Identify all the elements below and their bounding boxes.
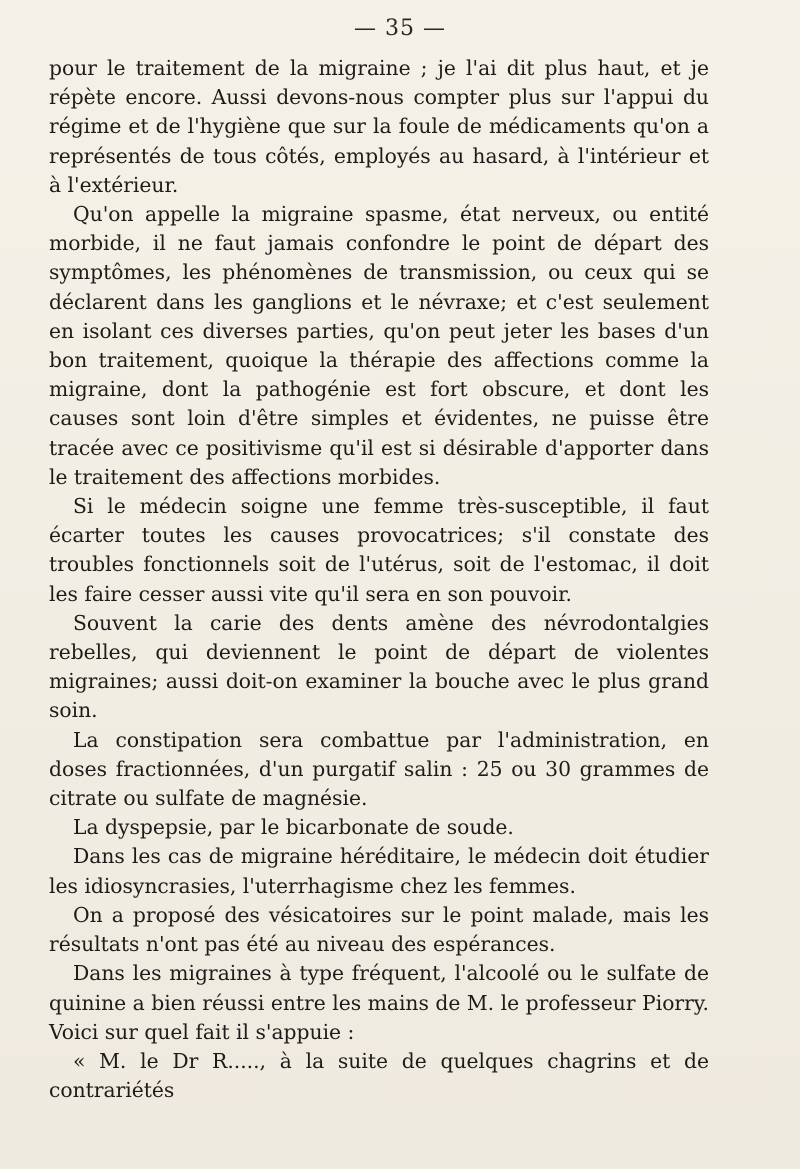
page-body-text xyxy=(49,54,709,1105)
paragraph: Qu'on appelle la migraine spasme, état nerveux, ou entité morbide, il ne faut jamais confondre le point de départ des symptômes, les phénomènes de transmission, ou ceux qui se déclarent dans les ganglions et le névraxe; et c'est seulement en isolant ces diverses parties, qu'on peut jeter les bases d'un bon traitement, quoique la thérapie des affections comme la migraine, dont la pathogénie est fort obscure, et dont les causes sont loin d'être simples et évidentes, ne puisse être tracée avec ce positivisme qu'il est si désirable d'apporter dans le traitement des affections morbides. xyxy=(49,202,709,489)
paragraph: Dans les cas de migraine héréditaire, le médecin doit étudier les idiosyncrasies, l'uterrhagisme chez les femmes. xyxy=(49,844,709,898)
paragraph: Dans les migraines à type fréquent, l'alcoolé ou le sulfate de quinine a bien réussi entre les mains de M. le professeur Piorry. Voici sur quel fait il s'appuie : xyxy=(49,961,709,1044)
paragraph-continuation: pour le traitement de la migraine ; je l'ai dit plus haut, et je répète encore. Aussi devons-nous compter plus sur l'appui du régime et de l'hygiène que sur la foule de médicaments qu'on a représentés de tous côtés, employés au hasard, à l'intérieur et à l'extérieur. xyxy=(49,56,709,197)
paragraph: La constipation sera combattue par l'administration, en doses fractionnées, d'un purgatif salin : 25 ou 30 grammes de citrate ou sulfate de magnésie. xyxy=(49,727,709,811)
paragraph: Si le médecin soigne une femme très-susceptible, il faut écarter toutes les causes provocatrices; s'il constate des troubles fonctionnels soit de l'utérus, soit de l'estomac, il doit les faire cesser aussi vite qu'il sera en son pouvoir. xyxy=(49,494,709,606)
page-number: — 35 — xyxy=(354,16,446,41)
paragraph: « M. le Dr R....., à la suite de quelques chagrins et de contrariétés xyxy=(49,1048,709,1103)
paragraph: La dyspepsie, par le bicarbonate de soude. xyxy=(73,815,514,840)
paragraph: Souvent la carie des dents amène des névrodontalgies rebelles, qui deviennent le point de départ de violentes migraines; aussi doit-on examiner la bouche avec le plus grand soin. xyxy=(49,610,709,723)
paragraph: On a proposé des vésicatoires sur le point malade, mais les résultats n'ont pas été au niveau des espérances. xyxy=(49,902,709,957)
